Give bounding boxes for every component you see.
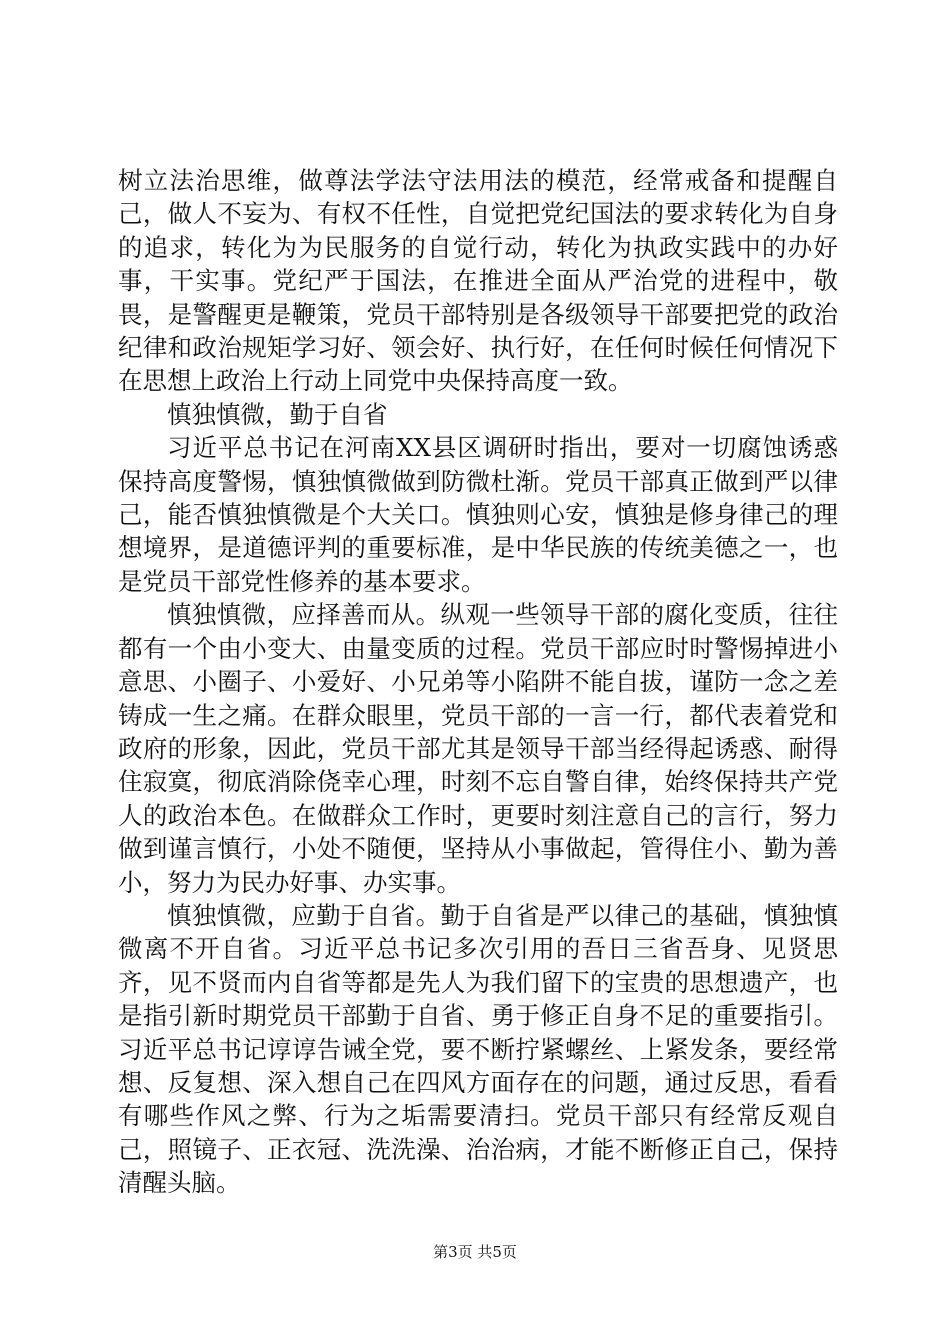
page-number-footer: 第3页 共5页 bbox=[433, 1243, 517, 1261]
paragraph: 习近平总书记在河南XX县区调研时指出，要对一切腐蚀诱惑保持高度警惕，慎独慎微做到防微杜渐。党员干部真正做到严以律己，能否慎独慎微是个大关口。慎独则心安，慎独是修身律己的理想境界，是道德评判的重要标准，是中华民族的传统美德之一，也是党员干部党性修养的基本要求。 bbox=[118, 433, 838, 596]
document-body bbox=[118, 164, 838, 1200]
paragraph: 慎独慎微，应勤于自省。勤于自省是严以律己的基础，慎独慎微离不开自省。习近平总书记多次引用的吾日三省吾身、见贤思齐，见不贤而内自省等都是先人为我们留下的宝贵的思想遗产，也是指引新时期党员干部勤于自省、勇于修正自身不足的重要指引。习近平总书记谆谆告诫全党，要不断拧紧螺丝、上紧发条，要经常想、反复想、深入想自己在四风方面存在的问题，通过反思，看看有哪些作风之弊、行为之垢需要清扫。党员干部只有经常反观自己，照镜子、正衣冠、洗洗澡、治治病，才能不断修正自己，保持清醒头脑。 bbox=[118, 900, 838, 1198]
paragraph-continued: 树立法治思维，做尊法学法守法用法的模范，经常戒备和提醒自己，做人不妄为、有权不任性，自觉把党纪国法的要求转化为自身的追求，转化为为民服务的自觉行动，转化为执政实践中的办好事，干实事。党纪严于国法，在推进全面从严治党的进程中，敬畏，是警醒更是鞭策，党员干部特别是各级领导干部要把党的政治纪律和政治规矩学习好、领会好、执行好，在任何时候任何情况下在思想上政治上行动上同党中央保持高度一致。 bbox=[118, 166, 838, 396]
paragraph: 慎独慎微，应择善而从。纵观一些领导干部的腐化变质，往往都有一个由小变大、由量变质的过程。党员干部应时时警惕掉进小意思、小圈子、小爱好、小兄弟等小陷阱不能自拔，谨防一念之差铸成一生之痛。在群众眼里，党员干部的一言一行，都代表着党和政府的形象，因此，党员干部尤其是领导干部当经得起诱惑、耐得住寂寞，彻底消除侥幸心理，时刻不忘自警自律，始终保持共产党人的政治本色。在做群众工作时，更要时刻注意自己的言行，努力做到谨言慎行，小处不随便，坚持从小事做起，管得住小、勤为善小，努力为民办好事、办实事。 bbox=[118, 600, 838, 897]
section-heading: 慎独慎微，勤于自省 bbox=[167, 399, 388, 429]
